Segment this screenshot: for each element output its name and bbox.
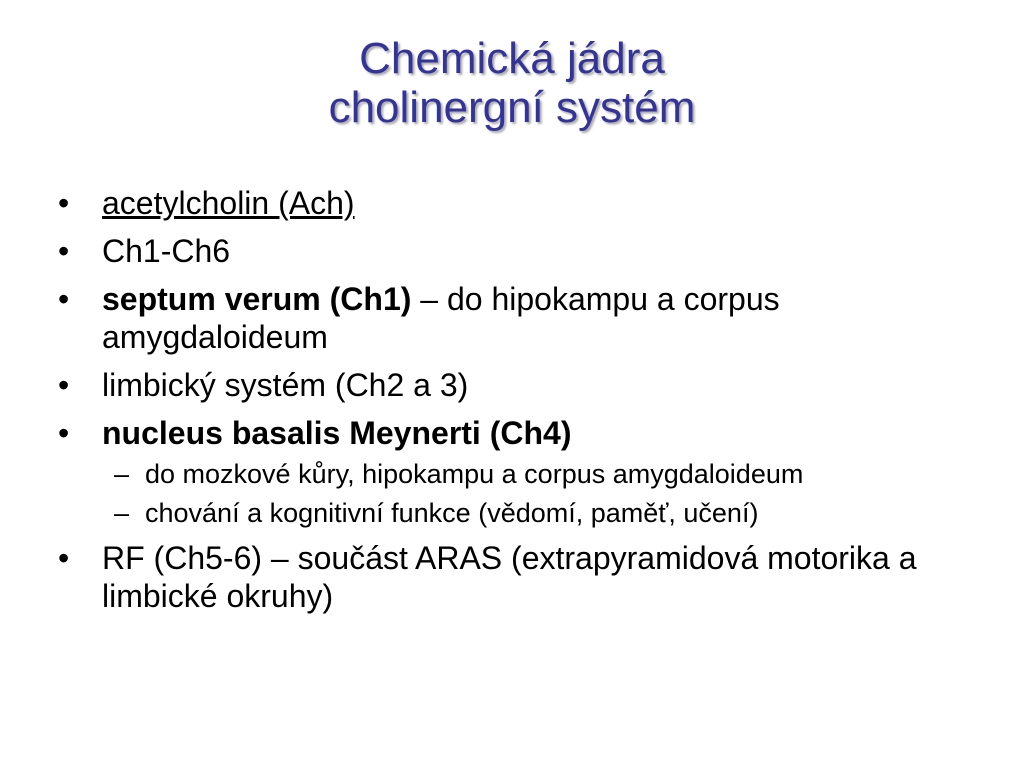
list-item (58, 280, 978, 356)
bullet-icon: • (58, 281, 70, 317)
list-item (58, 184, 978, 222)
item-text: – do hipokampu a corpus amygdaloideum (102, 281, 780, 355)
bullet-list (58, 184, 978, 625)
item-text: acetylcholin (Ach) (102, 185, 355, 221)
sub-list-item (102, 458, 978, 490)
sub-item-text: do mozkové kůry, hipokampu a corpus amygdaloideum (145, 459, 804, 489)
title-line-1: Chemická jádra (359, 34, 665, 83)
title-line-2: cholinergní systém (328, 83, 696, 132)
list-item (58, 366, 978, 404)
sub-list-item (102, 497, 978, 529)
item-bold-text: septum verum (Ch1) (102, 281, 412, 317)
item-text: RF (Ch5-6) – součást ARAS (extrapyramidová motorika a limbické okruhy) (102, 540, 917, 614)
sub-item-text: chování a kognitivní funkce (vědomí, paměť, učení) (145, 498, 759, 528)
bullet-icon: • (58, 540, 70, 576)
list-item (58, 539, 978, 615)
bullet-icon: • (58, 185, 70, 221)
item-text: limbický systém (Ch2 a 3) (102, 367, 469, 403)
list-item (58, 232, 978, 270)
dash-icon: – (114, 498, 130, 528)
item-bold-text: nucleus basalis Meynerti (Ch4) (102, 415, 572, 451)
bullet-icon: • (58, 415, 70, 451)
item-text: Ch1-Ch6 (102, 233, 231, 269)
sub-list (102, 458, 978, 529)
bullet-icon: • (58, 233, 70, 269)
dash-icon: – (114, 459, 130, 489)
list-item (58, 414, 978, 529)
bullet-icon: • (58, 367, 70, 403)
slide-title (0, 34, 1024, 132)
